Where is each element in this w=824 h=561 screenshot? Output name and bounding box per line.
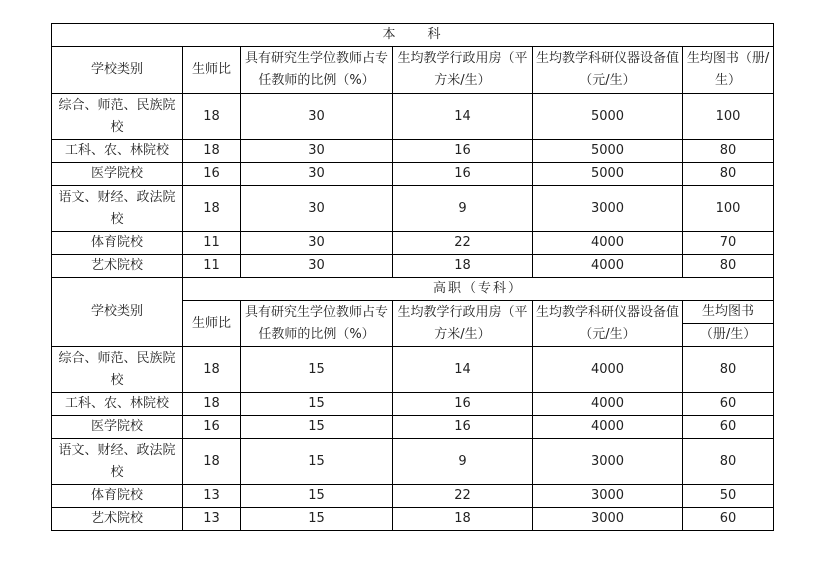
table-row xyxy=(52,508,774,531)
row-space: 9 xyxy=(393,439,533,485)
row-space: 18 xyxy=(393,508,533,531)
vocational-ratio-header: 生师比 xyxy=(183,301,241,347)
row-ratio: 16 xyxy=(183,163,241,186)
table-row xyxy=(52,94,774,140)
row-equip: 3000 xyxy=(533,186,683,232)
row-space: 16 xyxy=(393,140,533,163)
undergrad-space-header: 生均教学行政用房（平方米/生） xyxy=(393,47,533,94)
row-ratio: 18 xyxy=(183,140,241,163)
undergrad-section-title: 本 科 xyxy=(52,24,774,47)
row-space: 16 xyxy=(393,393,533,416)
row-books: 100 xyxy=(683,94,774,140)
table-row xyxy=(52,255,774,278)
undergrad-grad-pct-header: 具有研究生学位教师占专任教师的比例（%） xyxy=(241,47,393,94)
row-category: 语文、财经、政法院校 xyxy=(52,186,183,232)
standards-table xyxy=(51,23,774,531)
row-grad-pct: 15 xyxy=(241,347,393,393)
row-ratio: 18 xyxy=(183,393,241,416)
row-grad-pct: 15 xyxy=(241,485,393,508)
vocational-category-header: 学校类别 xyxy=(52,278,183,347)
row-space: 22 xyxy=(393,232,533,255)
row-grad-pct: 15 xyxy=(241,393,393,416)
row-equip: 3000 xyxy=(533,439,683,485)
undergrad-equip-header: 生均教学科研仪器设备值（元/生） xyxy=(533,47,683,94)
row-space: 14 xyxy=(393,347,533,393)
vocational-books-header-line2: （册/生） xyxy=(683,324,774,347)
row-equip: 3000 xyxy=(533,485,683,508)
table-row xyxy=(52,347,774,393)
row-grad-pct: 15 xyxy=(241,416,393,439)
row-grad-pct: 30 xyxy=(241,255,393,278)
row-ratio: 18 xyxy=(183,94,241,140)
vocational-grad-pct-header: 具有研究生学位教师占专任教师的比例（%） xyxy=(241,301,393,347)
row-space: 16 xyxy=(393,163,533,186)
row-ratio: 13 xyxy=(183,485,241,508)
row-books: 60 xyxy=(683,416,774,439)
row-books: 60 xyxy=(683,508,774,531)
row-equip: 4000 xyxy=(533,416,683,439)
vocational-space-header: 生均教学行政用房（平方米/生） xyxy=(393,301,533,347)
undergrad-category-header: 学校类别 xyxy=(52,47,183,94)
table-row xyxy=(52,416,774,439)
row-ratio: 18 xyxy=(183,347,241,393)
row-space: 16 xyxy=(393,416,533,439)
row-grad-pct: 15 xyxy=(241,508,393,531)
row-category: 医学院校 xyxy=(52,416,183,439)
row-category: 体育院校 xyxy=(52,232,183,255)
row-books: 80 xyxy=(683,140,774,163)
row-category: 体育院校 xyxy=(52,485,183,508)
row-ratio: 16 xyxy=(183,416,241,439)
row-equip: 4000 xyxy=(533,255,683,278)
row-category: 综合、师范、民族院校 xyxy=(52,347,183,393)
row-books: 50 xyxy=(683,485,774,508)
row-books: 70 xyxy=(683,232,774,255)
table-row xyxy=(52,163,774,186)
row-books: 80 xyxy=(683,439,774,485)
row-grad-pct: 30 xyxy=(241,232,393,255)
row-space: 22 xyxy=(393,485,533,508)
row-space: 18 xyxy=(393,255,533,278)
row-books: 60 xyxy=(683,393,774,416)
row-equip: 4000 xyxy=(533,232,683,255)
row-category: 艺术院校 xyxy=(52,508,183,531)
row-space: 9 xyxy=(393,186,533,232)
row-category: 工科、农、林院校 xyxy=(52,393,183,416)
row-grad-pct: 30 xyxy=(241,163,393,186)
table-row xyxy=(52,232,774,255)
vocational-equip-header: 生均教学科研仪器设备值（元/生） xyxy=(533,301,683,347)
table-row xyxy=(52,186,774,232)
row-category: 语文、财经、政法院校 xyxy=(52,439,183,485)
row-equip: 5000 xyxy=(533,163,683,186)
row-equip: 5000 xyxy=(533,140,683,163)
row-category: 综合、师范、民族院校 xyxy=(52,94,183,140)
row-category: 艺术院校 xyxy=(52,255,183,278)
undergrad-books-header: 生均图书（册/生） xyxy=(683,47,774,94)
row-ratio: 18 xyxy=(183,186,241,232)
table-row xyxy=(52,140,774,163)
row-category: 医学院校 xyxy=(52,163,183,186)
row-category: 工科、农、林院校 xyxy=(52,140,183,163)
row-ratio: 18 xyxy=(183,439,241,485)
vocational-section-title: 高职（专科） xyxy=(183,278,774,301)
table-row xyxy=(52,485,774,508)
vocational-books-header-line1: 生均图书 xyxy=(683,301,774,324)
undergrad-ratio-header: 生师比 xyxy=(183,47,241,94)
row-grad-pct: 30 xyxy=(241,94,393,140)
row-grad-pct: 30 xyxy=(241,186,393,232)
row-grad-pct: 15 xyxy=(241,439,393,485)
row-equip: 4000 xyxy=(533,393,683,416)
table-row xyxy=(52,393,774,416)
row-books: 80 xyxy=(683,163,774,186)
row-books: 80 xyxy=(683,347,774,393)
row-books: 100 xyxy=(683,186,774,232)
row-equip: 5000 xyxy=(533,94,683,140)
row-ratio: 13 xyxy=(183,508,241,531)
row-equip: 3000 xyxy=(533,508,683,531)
row-equip: 4000 xyxy=(533,347,683,393)
row-space: 14 xyxy=(393,94,533,140)
table-row xyxy=(52,439,774,485)
row-books: 80 xyxy=(683,255,774,278)
row-ratio: 11 xyxy=(183,232,241,255)
row-grad-pct: 30 xyxy=(241,140,393,163)
row-ratio: 11 xyxy=(183,255,241,278)
